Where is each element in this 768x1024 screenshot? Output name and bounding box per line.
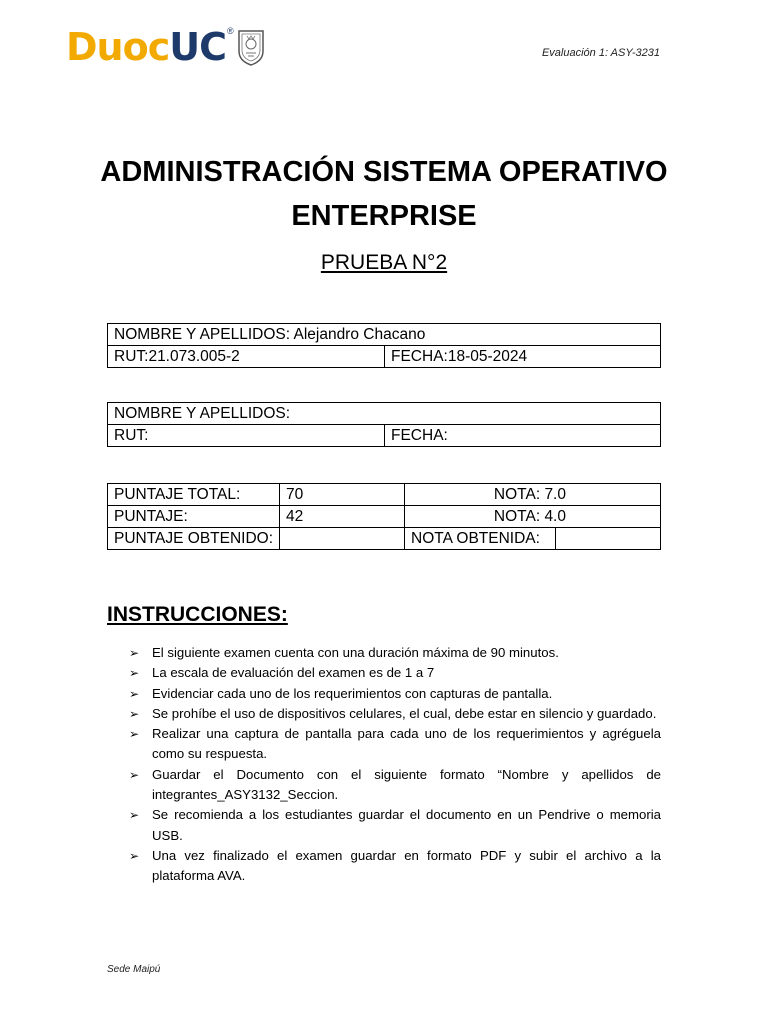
name-cell[interactable]: NOMBRE Y APELLIDOS: Alejandro Chacano [108,324,661,346]
instruction-text: Una vez finalizado el examen guardar en formato PDF y subir el archivo a la plataforma AVA. [152,847,661,884]
list-item [107,724,661,765]
instruction-text: Evidenciar cada uno de los requerimientos con capturas de pantalla. [152,685,553,701]
arrow-bullet-icon: ➢ [129,848,140,863]
document-title [60,150,708,238]
exam-subtitle: PRUEBA N°2 [320,251,448,274]
score-label: PUNTAJE: [108,506,280,528]
rut-cell[interactable]: RUT:21.073.005-2 [108,346,385,368]
evaluation-code: Evaluación 1: ASY-3231 [541,47,660,59]
total-score-label: PUNTAJE TOTAL: [108,484,280,506]
list-item [107,846,661,887]
logo-text-uc: UC [169,25,226,69]
table-row [108,346,661,368]
table-row [108,528,661,550]
total-grade: NOTA: 7.0 [405,484,661,506]
score-grade: NOTA: 4.0 [405,506,661,528]
student-info-table-1 [107,323,661,368]
logo-registered-mark: ® [226,26,234,36]
obtained-grade-value[interactable] [556,528,661,550]
instruction-text: Se recomienda a los estudiantes guardar el documento en un Pendrive o memoria USB. [152,807,661,843]
arrow-bullet-icon: ➢ [129,706,140,721]
university-seal-icon [236,27,266,67]
obtained-score-value[interactable] [280,528,405,550]
instruction-text: La escala de evaluación del examen es de 1 a 7 [152,665,435,681]
arrow-bullet-icon: ➢ [129,767,140,782]
arrow-bullet-icon: ➢ [129,727,140,742]
score-value: 42 [280,506,405,528]
arrow-bullet-icon: ➢ [129,686,140,701]
list-item [107,684,661,704]
name-cell[interactable]: NOMBRE Y APELLIDOS: [108,403,661,425]
list-item [107,663,661,683]
scores-table [107,483,661,550]
list-item [107,704,661,724]
list-item [107,765,661,806]
rut-cell[interactable]: RUT: [108,425,385,447]
arrow-bullet-icon: ➢ [129,666,140,681]
instruction-text: Guardar el Documento con el siguiente formato “Nombre y apellidos de integrantes_ASY3132_Seccion. [152,766,661,803]
instruction-text: Se prohíbe el uso de dispositivos celulares, el cual, debe estar en silencio y guardado. [152,705,657,721]
footer-campus: Sede Maipú [107,964,161,975]
total-score-value: 70 [280,484,405,506]
table-row [108,425,661,447]
title-line-2: ENTERPRISE [291,200,477,232]
student-info-table-2 [107,402,661,447]
title-line-1: ADMINISTRACIÓN SISTEMA OPERATIVO [100,156,668,188]
logo-text-duoc: Duoc [66,25,170,69]
arrow-bullet-icon: ➢ [129,646,140,660]
table-row [108,324,661,346]
arrow-bullet-icon: ➢ [129,808,140,823]
table-row [108,484,661,506]
table-row [108,506,661,528]
table-row [108,403,661,425]
obtained-grade-label: NOTA OBTENIDA: [405,528,556,550]
instruction-text: Realizar una captura de pantalla para cada uno de los requerimientos y agréguela como su respuesta. [152,726,661,762]
list-item [107,805,661,846]
date-cell[interactable]: FECHA: [385,425,661,447]
duocuc-logo [66,24,266,70]
instruction-text: El siguiente examen cuenta con una duración máxima de 90 minutos. [152,645,559,660]
instructions-list [107,643,661,887]
date-cell[interactable]: FECHA:18-05-2024 [385,346,661,368]
obtained-score-label: PUNTAJE OBTENIDO: [108,528,280,550]
instructions-heading: INSTRUCCIONES: [107,603,288,626]
list-item [107,643,661,663]
